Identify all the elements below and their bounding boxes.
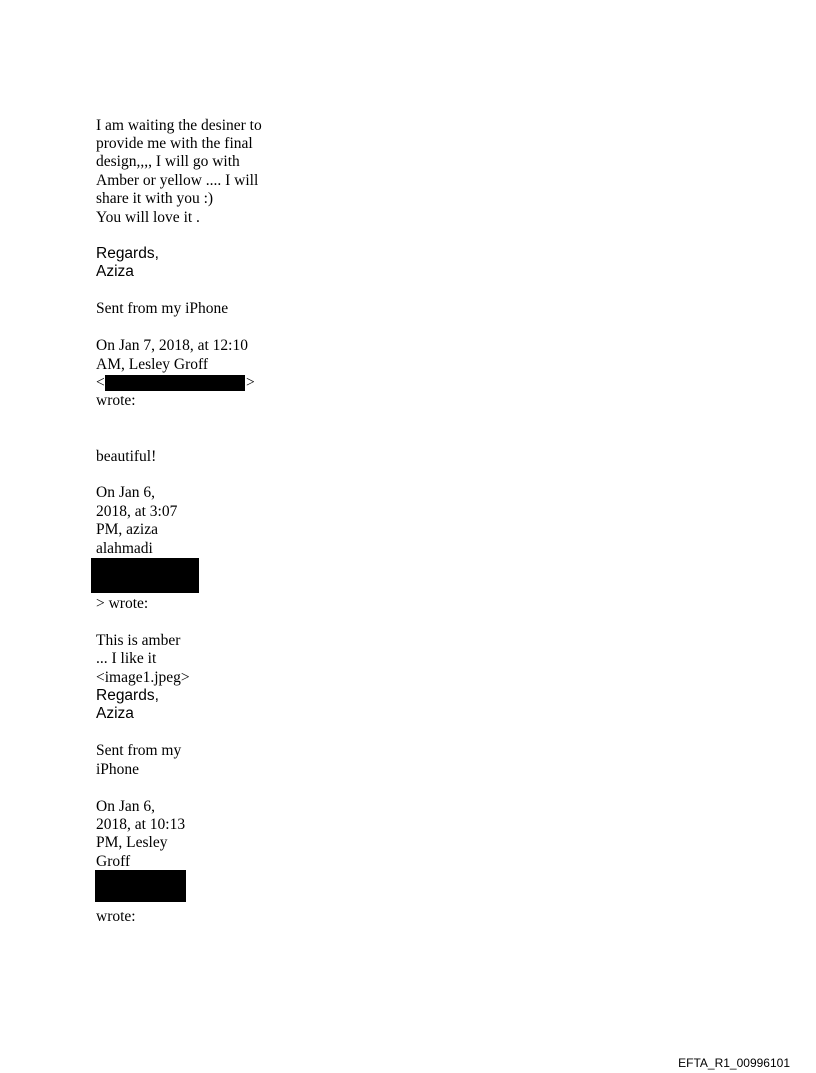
quote-header-line: On Jan 7, 2018, at 12:10 xyxy=(96,337,248,354)
quote-header-line: On Jan 6, xyxy=(96,484,155,501)
redaction-box xyxy=(91,558,199,593)
signature-regards: Regards, xyxy=(96,245,159,262)
quote-header-open-bracket: < xyxy=(96,374,105,391)
redaction-box xyxy=(105,375,245,391)
body-line: provide me with the final xyxy=(96,135,253,152)
sent-from-text: Sent from my iPhone xyxy=(96,300,229,317)
quote-header-line: wrote: xyxy=(96,392,136,409)
body-line: You will love it . xyxy=(96,209,200,226)
quote-header-line: 2018, at 10:13 xyxy=(96,816,186,833)
body-line: design,,,, I will go with xyxy=(96,153,240,170)
quote-header-line: On Jan 6, xyxy=(96,798,155,815)
quoted-body-line: ... I like it xyxy=(96,650,157,667)
quote-header-close-bracket: > xyxy=(246,374,255,391)
signature-regards: Regards, xyxy=(96,687,159,704)
body-line: Amber or yellow .... I will xyxy=(96,172,259,189)
signature-name: Aziza xyxy=(96,705,134,722)
body-line: share it with you :) xyxy=(96,190,214,207)
quote-header-line: > wrote: xyxy=(96,595,149,612)
quote-header-line: AM, Lesley Groff xyxy=(96,356,209,373)
quoted-body: beautiful! xyxy=(96,448,157,465)
quote-header-line: alahmadi xyxy=(96,540,153,557)
quote-header-line: wrote: xyxy=(96,908,136,925)
quote-header-line: 2018, at 3:07 xyxy=(96,503,178,520)
signature-name: Aziza xyxy=(96,263,134,280)
body-line: I am waiting the desiner to xyxy=(96,117,262,134)
sent-from-text: Sent from my xyxy=(96,742,182,759)
attachment-placeholder: <image1.jpeg> xyxy=(96,669,190,686)
document-id: EFTA_R1_00996101 xyxy=(678,1056,790,1070)
quote-header-line: Groff xyxy=(96,853,131,870)
quoted-body-line: This is amber xyxy=(96,632,181,649)
redaction-box xyxy=(95,870,186,902)
quote-header-line: PM, Lesley xyxy=(96,834,168,851)
quote-header-line: PM, aziza xyxy=(96,521,158,538)
sent-from-text: iPhone xyxy=(96,761,140,778)
